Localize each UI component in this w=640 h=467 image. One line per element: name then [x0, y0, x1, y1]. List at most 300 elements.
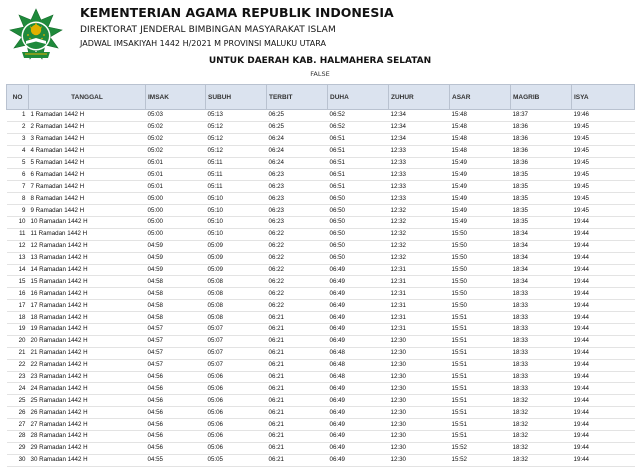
cell-duha: 06:50: [329, 218, 345, 226]
cell-asar: 15:48: [451, 135, 467, 143]
cell-terbit: 06:21: [268, 444, 284, 452]
cell-subuh: 05:11: [207, 159, 223, 166]
cell-no: 6: [22, 170, 26, 178]
cell-no: 7: [22, 182, 26, 190]
cell-duha: 06:49: [329, 313, 345, 321]
cell-duha: 06:51: [329, 147, 345, 155]
cell-magrib: 18:34: [512, 242, 528, 250]
cell-isya: 19:44: [573, 218, 589, 226]
cell-isya: 19:45: [573, 135, 589, 143]
cell-duha: 06:49: [329, 325, 345, 333]
cell-terbit: 06:21: [268, 337, 284, 345]
cell-asar: 15:49: [451, 182, 467, 190]
cell-tanggal: 24 Ramadan 1442 H: [30, 384, 88, 392]
cell-zuhur: 12:31: [390, 289, 406, 297]
cell-zuhur: 12:30: [390, 337, 406, 345]
cell-no: 2: [22, 123, 26, 131]
cell-duha: 06:49: [329, 337, 345, 345]
cell-asar: 15:49: [451, 218, 467, 226]
cell-zuhur: 12:30: [390, 444, 406, 452]
cell-no: 9: [22, 206, 26, 214]
cell-duha: 06:49: [329, 266, 345, 274]
cell-duha: 06:51: [329, 159, 345, 166]
cell-subuh: 05:06: [207, 373, 223, 381]
cell-tanggal: 10 Ramadan 1442 H: [30, 218, 88, 226]
cell-magrib: 18:33: [512, 289, 528, 297]
cell-isya: 19:44: [573, 289, 589, 297]
table-header: [7, 85, 635, 110]
col-header-magrib: MAGRIB: [511, 85, 572, 110]
cell-duha: 06:50: [329, 194, 345, 202]
cell-duha: 06:49: [329, 432, 345, 440]
cell-zuhur: 12:31: [390, 325, 406, 333]
cell-no: 29: [18, 444, 26, 452]
table-row: [7, 324, 635, 336]
cell-zuhur: 12:32: [390, 206, 406, 214]
cell-no: 30: [18, 456, 26, 464]
cell-duha: 06:49: [329, 396, 345, 404]
table-row: [7, 442, 635, 454]
cell-terbit: 06:22: [268, 254, 284, 262]
cell-isya: 19:44: [573, 313, 589, 321]
cell-asar: 15:50: [451, 289, 467, 297]
cell-tanggal: 8 Ramadan 1442 H: [30, 194, 85, 202]
cell-zuhur: 12:31: [390, 266, 406, 274]
cell-tanggal: 19 Ramadan 1442 H: [30, 325, 88, 333]
cell-zuhur: 12:30: [390, 373, 406, 381]
cell-zuhur: 12:34: [390, 123, 406, 131]
cell-asar: 15:50: [451, 277, 467, 285]
cell-imsak: 05:02: [147, 123, 163, 131]
cell-imsak: 04:58: [147, 313, 163, 321]
cell-magrib: 18:33: [512, 325, 528, 333]
cell-magrib: 18:36: [512, 123, 528, 131]
cell-duha: 06:49: [329, 301, 345, 309]
table-row: [7, 288, 635, 300]
cell-magrib: 18:32: [512, 408, 528, 416]
cell-no: 27: [18, 420, 26, 428]
cell-magrib: 18:32: [512, 444, 528, 452]
cell-tanggal: 22 Ramadan 1442 H: [30, 361, 88, 369]
cell-tanggal: 1 Ramadan 1442 H: [30, 111, 85, 119]
cell-no: 20: [18, 337, 26, 345]
cell-no: 17: [18, 301, 26, 309]
table-row: [7, 395, 635, 407]
cell-isya: 19:45: [573, 206, 589, 214]
table-row: [7, 169, 635, 181]
cell-imsak: 05:01: [147, 170, 163, 178]
cell-asar: 15:51: [451, 384, 467, 392]
cell-magrib: 18:35: [512, 206, 528, 214]
table-row: [7, 264, 635, 276]
cell-zuhur: 12:30: [390, 408, 406, 416]
cell-terbit: 06:21: [268, 456, 284, 464]
cell-terbit: 06:22: [268, 266, 284, 274]
cell-isya: 19:44: [573, 230, 589, 238]
cell-zuhur: 12:30: [390, 384, 406, 392]
cell-zuhur: 12:32: [390, 242, 406, 250]
cell-tanggal: 17 Ramadan 1442 H: [30, 301, 88, 309]
directorate-name: DIREKTORAT JENDERAL BIMBINGAN MASYARAKAT ISLAM: [80, 25, 336, 35]
cell-subuh: 05:11: [207, 182, 223, 190]
cell-isya: 19:44: [573, 396, 589, 404]
cell-terbit: 06:23: [268, 194, 284, 202]
cell-terbit: 06:22: [268, 230, 284, 238]
cell-isya: 19:44: [573, 337, 589, 345]
cell-isya: 19:44: [573, 325, 589, 333]
cell-terbit: 06:21: [268, 349, 284, 357]
cell-no: 18: [18, 313, 26, 321]
cell-terbit: 06:24: [268, 135, 284, 143]
cell-imsak: 04:58: [147, 277, 163, 285]
col-header-no: NO: [7, 85, 29, 110]
cell-duha: 06:49: [329, 289, 345, 297]
cell-imsak: 05:01: [147, 182, 163, 190]
cell-magrib: 18:33: [512, 349, 528, 357]
cell-duha: 06:51: [329, 170, 345, 178]
cell-terbit: 06:22: [268, 301, 284, 309]
table-row: [7, 240, 635, 252]
cell-imsak: 04:55: [147, 456, 163, 464]
cell-duha: 06:49: [329, 444, 345, 452]
table-row: [7, 359, 635, 371]
cell-zuhur: 12:32: [390, 230, 406, 238]
cell-asar: 15:51: [451, 325, 467, 333]
cell-tanggal: 6 Ramadan 1442 H: [30, 170, 85, 178]
cell-terbit: 06:21: [268, 361, 284, 369]
cell-imsak: 04:58: [147, 301, 163, 309]
cell-magrib: 18:35: [512, 194, 528, 202]
cell-terbit: 06:23: [268, 170, 284, 178]
cell-imsak: 04:59: [147, 242, 163, 250]
cell-subuh: 05:12: [207, 123, 223, 131]
cell-asar: 15:51: [451, 408, 467, 416]
cell-imsak: 04:57: [147, 325, 163, 333]
cell-duha: 06:51: [329, 135, 345, 143]
cell-asar: 15:49: [451, 170, 467, 178]
col-header-subuh: SUBUH: [206, 85, 267, 110]
col-header-duha: DUHA: [328, 85, 389, 110]
cell-asar: 15:49: [451, 206, 467, 214]
cell-isya: 19:44: [573, 301, 589, 309]
cell-tanggal: 9 Ramadan 1442 H: [30, 206, 85, 214]
cell-terbit: 06:21: [268, 432, 284, 440]
cell-asar: 15:51: [451, 337, 467, 345]
table-row: [7, 300, 635, 312]
cell-asar: 15:51: [451, 373, 467, 381]
cell-imsak: 05:00: [147, 194, 163, 202]
cell-asar: 15:50: [451, 242, 467, 250]
cell-asar: 15:50: [451, 301, 467, 309]
cell-magrib: 18:33: [512, 361, 528, 369]
cell-no: 28: [18, 432, 26, 440]
cell-asar: 15:51: [451, 396, 467, 404]
cell-isya: 19:44: [573, 277, 589, 285]
cell-terbit: 06:21: [268, 396, 284, 404]
cell-zuhur: 12:31: [390, 301, 406, 309]
cell-duha: 06:50: [329, 242, 345, 250]
cell-tanggal: 30 Ramadan 1442 H: [30, 456, 88, 464]
document-header: [0, 0, 640, 80]
cell-isya: 19:44: [573, 408, 589, 416]
cell-asar: 15:48: [451, 111, 467, 119]
cell-subuh: 05:05: [207, 456, 223, 464]
cell-isya: 19:44: [573, 444, 589, 452]
cell-tanggal: 20 Ramadan 1442 H: [30, 337, 88, 345]
cell-subuh: 05:06: [207, 384, 223, 392]
cell-duha: 06:49: [329, 420, 345, 428]
cell-subuh: 05:12: [207, 135, 223, 143]
cell-magrib: 18:33: [512, 384, 528, 392]
cell-zuhur: 12:32: [390, 218, 406, 226]
col-header-asar: ASAR: [450, 85, 511, 110]
cell-duha: 06:49: [329, 384, 345, 392]
cell-zuhur: 12:33: [390, 147, 406, 155]
cell-magrib: 18:33: [512, 337, 528, 345]
cell-imsak: 04:59: [147, 266, 163, 274]
cell-zuhur: 12:30: [390, 396, 406, 404]
cell-imsak: 04:56: [147, 420, 163, 428]
table-row: [7, 371, 635, 383]
table-row: [7, 335, 635, 347]
cell-isya: 19:45: [573, 194, 589, 202]
cell-terbit: 06:22: [268, 289, 284, 297]
col-header-zuhur: ZUHUR: [389, 85, 450, 110]
cell-no: 24: [18, 384, 26, 392]
cell-imsak: 04:56: [147, 373, 163, 381]
table-row: [7, 121, 635, 133]
cell-zuhur: 12:30: [390, 420, 406, 428]
cell-imsak: 04:56: [147, 396, 163, 404]
cell-terbit: 06:21: [268, 373, 284, 381]
col-header-terbit: TERBIT: [267, 85, 328, 110]
imsakiyah-table: [6, 84, 635, 467]
cell-tanggal: 12 Ramadan 1442 H: [30, 242, 88, 250]
cell-magrib: 18:36: [512, 159, 528, 166]
cell-magrib: 18:34: [512, 230, 528, 238]
cell-no: 15: [18, 277, 26, 285]
table-row: [7, 407, 635, 419]
schedule-title: JADWAL IMSAKIYAH 1442 H/2021 M PROVINSI MALUKU UTARA: [80, 39, 326, 48]
cell-imsak: 04:56: [147, 432, 163, 440]
cell-no: 13: [18, 254, 26, 262]
cell-no: 12: [18, 242, 26, 250]
cell-subuh: 05:06: [207, 408, 223, 416]
cell-subuh: 05:10: [207, 194, 223, 202]
cell-subuh: 05:13: [207, 111, 223, 119]
cell-zuhur: 12:30: [390, 349, 406, 357]
cell-imsak: 04:57: [147, 337, 163, 345]
cell-zuhur: 12:33: [390, 170, 406, 178]
cell-asar: 15:49: [451, 194, 467, 202]
cell-no: 5: [22, 159, 26, 166]
cell-no: 22: [18, 361, 26, 369]
cell-duha: 06:51: [329, 182, 345, 190]
cell-asar: 15:51: [451, 313, 467, 321]
cell-asar: 15:50: [451, 266, 467, 274]
table-row: [7, 110, 635, 122]
cell-isya: 19:45: [573, 182, 589, 190]
cell-magrib: 18:32: [512, 396, 528, 404]
cell-no: 19: [18, 325, 26, 333]
cell-zuhur: 12:34: [390, 111, 406, 119]
table-row: [7, 347, 635, 359]
cell-tanggal: 28 Ramadan 1442 H: [30, 432, 88, 440]
cell-terbit: 06:23: [268, 182, 284, 190]
cell-tanggal: 7 Ramadan 1442 H: [30, 182, 85, 190]
cell-duha: 06:52: [329, 111, 345, 119]
cell-terbit: 06:23: [268, 206, 284, 214]
cell-magrib: 18:34: [512, 277, 528, 285]
cell-no: 1: [22, 111, 26, 119]
cell-subuh: 05:07: [207, 361, 223, 369]
cell-no: 4: [22, 147, 26, 155]
cell-terbit: 06:21: [268, 420, 284, 428]
cell-asar: 15:49: [451, 159, 467, 166]
cell-subuh: 05:08: [207, 313, 223, 321]
cell-asar: 15:51: [451, 420, 467, 428]
cell-zuhur: 12:30: [390, 456, 406, 464]
cell-imsak: 05:03: [147, 111, 163, 119]
cell-tanggal: 27 Ramadan 1442 H: [30, 420, 88, 428]
cell-asar: 15:51: [451, 432, 467, 440]
cell-imsak: 05:00: [147, 218, 163, 226]
cell-duha: 06:50: [329, 206, 345, 214]
cell-zuhur: 12:33: [390, 182, 406, 190]
cell-imsak: 05:00: [147, 206, 163, 214]
cell-magrib: 18:33: [512, 313, 528, 321]
cell-imsak: 05:00: [147, 230, 163, 238]
cell-terbit: 06:25: [268, 123, 284, 131]
cell-subuh: 05:10: [207, 230, 223, 238]
table-row: [7, 228, 635, 240]
cell-magrib: 18:35: [512, 170, 528, 178]
cell-tanggal: 4 Ramadan 1442 H: [30, 147, 85, 155]
table-row: [7, 133, 635, 145]
cell-magrib: 18:37: [512, 111, 528, 119]
cell-terbit: 06:21: [268, 313, 284, 321]
cell-tanggal: 14 Ramadan 1442 H: [30, 266, 88, 274]
cell-magrib: 18:36: [512, 147, 528, 155]
cell-tanggal: 5 Ramadan 1442 H: [30, 159, 85, 166]
cell-imsak: 04:56: [147, 384, 163, 392]
cell-isya: 19:46: [573, 111, 589, 119]
cell-isya: 19:44: [573, 266, 589, 274]
cell-isya: 19:44: [573, 384, 589, 392]
cell-terbit: 06:22: [268, 277, 284, 285]
cell-tanggal: 11 Ramadan 1442 H: [30, 230, 88, 238]
cell-zuhur: 12:30: [390, 361, 406, 369]
cell-imsak: 04:57: [147, 361, 163, 369]
table-row: [7, 312, 635, 324]
cell-duha: 06:50: [329, 254, 345, 262]
cell-subuh: 05:12: [207, 147, 223, 155]
cell-tanggal: 23 Ramadan 1442 H: [30, 373, 88, 381]
cell-zuhur: 12:32: [390, 254, 406, 262]
cell-subuh: 05:10: [207, 206, 223, 214]
cell-magrib: 18:35: [512, 218, 528, 226]
cell-terbit: 06:24: [268, 147, 284, 155]
cell-subuh: 05:09: [207, 254, 223, 262]
cell-duha: 06:48: [329, 373, 345, 381]
cell-tanggal: 29 Ramadan 1442 H: [30, 444, 88, 452]
cell-subuh: 05:11: [207, 170, 223, 178]
region-note: FALSE: [310, 70, 330, 78]
cell-tanggal: 16 Ramadan 1442 H: [30, 289, 88, 297]
cell-asar: 15:48: [451, 123, 467, 131]
cell-subuh: 05:09: [207, 242, 223, 250]
cell-terbit: 06:24: [268, 159, 284, 166]
cell-tanggal: 15 Ramadan 1442 H: [30, 277, 88, 285]
cell-isya: 19:44: [573, 254, 589, 262]
cell-isya: 19:44: [573, 361, 589, 369]
table-row: [7, 157, 635, 169]
cell-magrib: 18:32: [512, 420, 528, 428]
cell-imsak: 05:02: [147, 147, 163, 155]
cell-asar: 15:50: [451, 230, 467, 238]
table-row: [7, 419, 635, 431]
table-row: [7, 276, 635, 288]
cell-terbit: 06:23: [268, 218, 284, 226]
cell-isya: 19:44: [573, 432, 589, 440]
table-row: [7, 217, 635, 229]
cell-duha: 06:52: [329, 123, 345, 131]
cell-isya: 19:45: [573, 170, 589, 178]
cell-subuh: 05:06: [207, 432, 223, 440]
cell-tanggal: 13 Ramadan 1442 H: [30, 254, 88, 262]
table-row: [7, 383, 635, 395]
cell-imsak: 05:02: [147, 135, 163, 143]
cell-magrib: 18:32: [512, 456, 528, 464]
cell-subuh: 05:07: [207, 337, 223, 345]
cell-duha: 06:49: [329, 277, 345, 285]
cell-terbit: 06:21: [268, 384, 284, 392]
cell-isya: 19:44: [573, 242, 589, 250]
table-row: [7, 193, 635, 205]
cell-subuh: 05:10: [207, 218, 223, 226]
cell-subuh: 05:07: [207, 325, 223, 333]
col-header-tanggal: TANGGAL: [29, 85, 146, 110]
cell-imsak: 04:56: [147, 408, 163, 416]
cell-magrib: 18:34: [512, 266, 528, 274]
cell-asar: 15:52: [451, 456, 467, 464]
cell-zuhur: 12:31: [390, 277, 406, 285]
cell-duha: 06:48: [329, 349, 345, 357]
cell-no: 23: [18, 373, 26, 381]
cell-isya: 19:45: [573, 159, 589, 166]
cell-imsak: 04:56: [147, 444, 163, 452]
cell-asar: 15:51: [451, 349, 467, 357]
cell-tanggal: 3 Ramadan 1442 H: [30, 135, 85, 143]
cell-subuh: 05:08: [207, 301, 223, 309]
cell-isya: 19:44: [573, 373, 589, 381]
cell-subuh: 05:07: [207, 349, 223, 357]
cell-asar: 15:52: [451, 444, 467, 452]
cell-imsak: 04:59: [147, 254, 163, 262]
cell-zuhur: 12:33: [390, 194, 406, 202]
cell-magrib: 18:32: [512, 432, 528, 440]
table-row: [7, 181, 635, 193]
table-row: [7, 205, 635, 217]
cell-imsak: 04:57: [147, 349, 163, 357]
cell-imsak: 04:58: [147, 289, 163, 297]
cell-no: 10: [18, 218, 26, 226]
cell-isya: 19:44: [573, 456, 589, 464]
cell-duha: 06:49: [329, 408, 345, 416]
cell-subuh: 05:06: [207, 396, 223, 404]
table-row: [7, 431, 635, 443]
cell-isya: 19:44: [573, 420, 589, 428]
